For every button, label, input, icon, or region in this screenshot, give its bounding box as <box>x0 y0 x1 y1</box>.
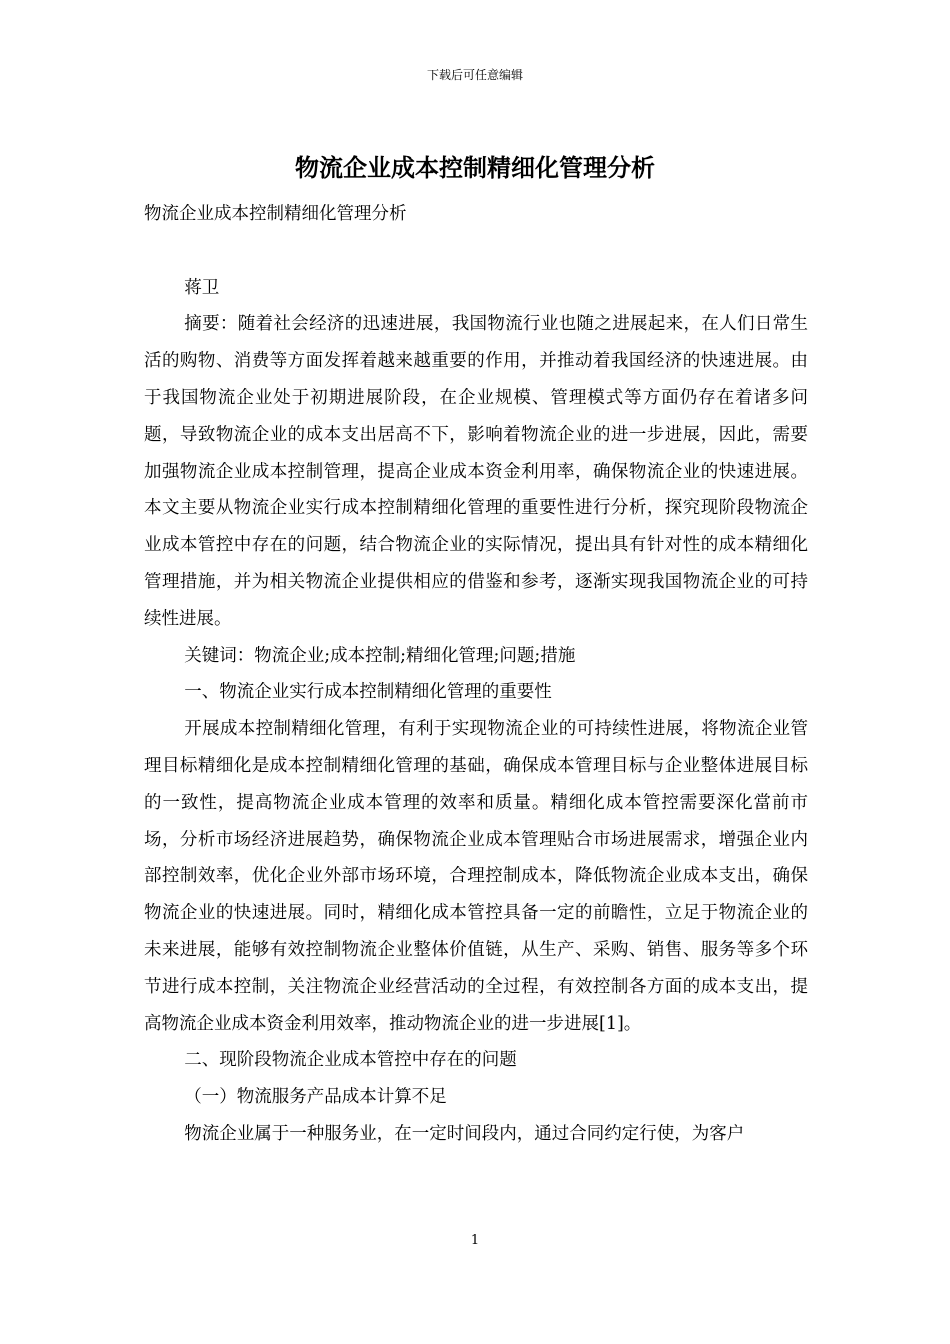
header-note: 下载后可任意编辑 <box>426 68 523 82</box>
blank-line <box>144 233 808 270</box>
author-name: 蒋卫 <box>184 277 220 298</box>
abstract-paragraph: 摘要：随着社会经济的迅速进展，我国物流行业也随之进展起来，在人们日常生活的购物、消费等方面发挥着越来越重要的作用，并推动着我国经济的快速进展。由于我国物流企业处于初期进展阶段，在企业规模、管理模式等方面仍存在着诸多问题，导致物流企业的成本支出居高不下，影响着物流企业的进一步进展，因此，需要加强物流企业成本控制管理，提高企业成本资金利用率，确保物流企业的快速进展。本文主要从物流企业实行成本控制精细化管理的重要性进行分析，探究现阶段物流企业成本管控中存在的问题，结合物流企业的实际情况，提出具有针对性的成本精细化管理措施，并为相关物流企业提供相应的借鉴和参考，逐渐实现我国物流企业的可持续性进展。 <box>144 314 808 629</box>
subtitle-line: 物流企业成本控制精细化管理分析 <box>144 204 407 224</box>
section-1-paragraph: 开展成本控制精细化管理，有利于实现物流企业的可持续性进展，将物流企业管理目标精细化是成本控制精细化管理的基础，确保成本管理目标与企业整体进展目标的一致性，提高物流企业成本管理的效率和质量。精细化成本管控需要深化當前市场，分析市场经济进展趋势，确保物流企业成本管理贴合市场进展需求，增强企业内部控制效率，优化企业外部市场环境，合理控制成本，降低物流企业成本支出，确保物流企业的快速进展。同时，精细化成本管控具备一定的前瞻性，立足于物流企业的未来进展，能够有效控制物流企业整体价值链，从生产、采购、销售、服务等多个环节进行成本控制，关注物流企业经营活动的全过程，有效控制各方面的成本支出，提高物流企业成本资金利用效率，推动物流企业的进一步进展[1]。 <box>144 719 808 1034</box>
section-heading-1: 一、物流企业实行成本控制精细化管理的重要性 <box>184 682 552 703</box>
document-body <box>144 196 808 1153</box>
subsection-heading-1: （一）物流服务产品成本计算不足 <box>184 1087 447 1108</box>
section-heading-2: 二、现阶段物流企业成本管控中存在的问题 <box>184 1050 517 1071</box>
keywords-paragraph: 关键词：物流企业;成本控制;精细化管理;问题;措施 <box>184 645 576 666</box>
subsection-1-paragraph: 物流企业属于一种服务业，在一定时间段内，通过合同约定行使，为客户 <box>184 1123 745 1144</box>
page-number: 1 <box>470 1233 480 1248</box>
document-title: 物流企业成本控制精细化管理分析 <box>295 153 655 182</box>
